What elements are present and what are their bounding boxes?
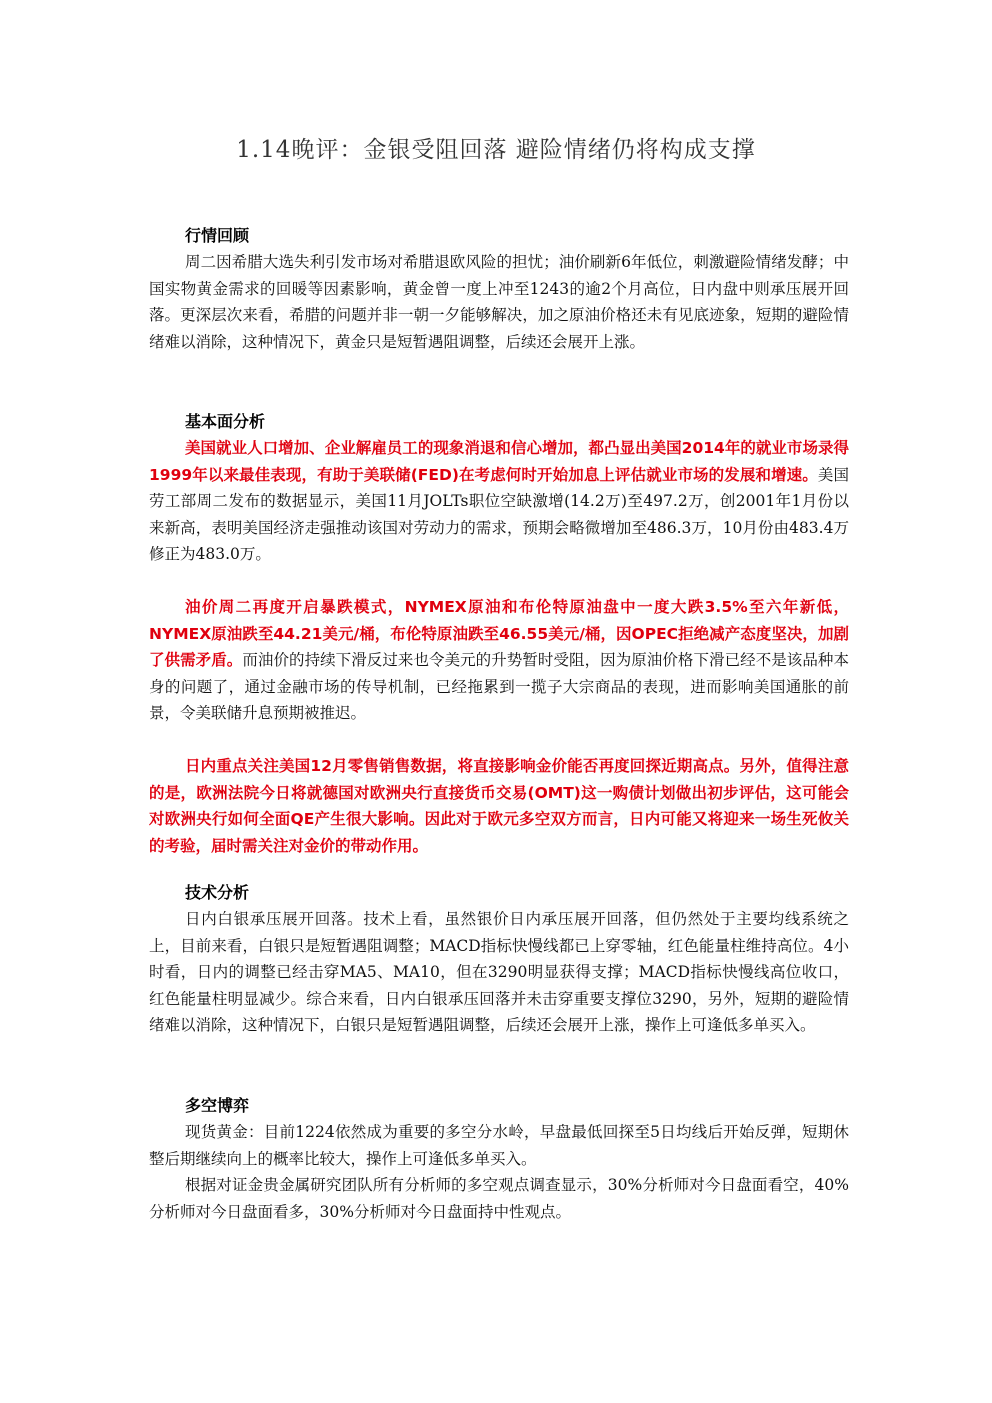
section-heading: 基本面分析 (185, 412, 266, 431)
section-technical (149, 879, 849, 1039)
section-review (149, 222, 849, 355)
section-paragraph: 周二因希腊大选失利引发市场对希腊退欧风险的担忧；油价刷新6年低位，刺激避险情绪发酵；中国实物黄金需求的回暖等因素影响，黄金曾一度上冲至1243的逾2个月高位，日内盘中则承压展开回落。更深层次来看，希腊的问题并非一朝一夕能够解决，加之原油价格还未有见底迹象，短期的避险情绪难以消除，这种情况下，黄金只是短暂遇阻调整，后续还会展开上涨。 (149, 253, 849, 351)
section-heading: 行情回顾 (185, 226, 250, 245)
section-paragraph: 现货黄金：目前1224依然成为重要的多空分水岭，早盘最低回探至5日均线后开始反弹，短期休整后期继续向上的概率比较大，操作上可逢低多单买入。 (149, 1123, 849, 1168)
highlight-text: 日内重点关注美国12月零售销售数据，将直接影响金价能否再度回探近期高点。另外，值得注意的是，欧洲法院今日将就德国对欧洲央行直接货币交易(OMT)这一购债计划做出初步评估，这可能会对欧洲央行如何全面QE产生很大影响。因此对于欧元多空双方而言，日内可能又将迎来一场生死攸关的考验，届时需关注对金价的带动作用。 (149, 756, 849, 855)
body-text: 美国劳工部周二发布的数据显示，美国11月JOLTs职位空缺激增(14.2万)至497.2万，创2001年1月份以来新高，表明美国经济走强推动该国对劳动力的需求，预期会略微增加至486.3万，10月份由483.4万修正为483.0万。 (149, 465, 849, 564)
page-title: 1.14晚评：金银受阻回落 避险情绪仍将构成支撑 (236, 137, 756, 163)
section-paragraph (149, 753, 849, 859)
section-paragraph (149, 435, 849, 568)
section-game (149, 1092, 849, 1225)
section-heading: 技术分析 (185, 883, 250, 902)
section-heading: 多空博弈 (185, 1096, 250, 1115)
section-paragraph (149, 594, 849, 727)
section-fundamental (149, 408, 849, 859)
highlight-text: 美国就业人口增加、企业解雇员工的现象消退和信心增加，都凸显出美国2014年的就业市场录得1999年以来最佳表现，有助于美联储(FED)在考虑何时开始加息上评估就业市场的发展和增速。 (149, 439, 849, 484)
highlight-text: 油价周二再度开启暴跌模式，NYMEX原油和布伦特原油盘中一度大跌3.5%至六年新低，NYMEX原油跌至44.21美元/桶，布伦特原油跌至46.55美元/桶，因OPEC拒绝减产态度坚决，加剧了供需矛盾。 (149, 597, 849, 670)
body-text: 而油价的持续下滑反过来也令美元的升势暂时受阻，因为原油价格下滑已经不是该品种本身的问题了，通过金融市场的传导机制，已经拖累到一揽子大宗商品的表现，进而影响美国通胀的前景，令美联储升息预期被推迟。 (149, 651, 849, 723)
section-paragraph: 日内白银承压展开回落。技术上看，虽然银价日内承压展开回落，但仍然处于主要均线系统之上，目前来看，白银只是短暂遇阻调整；MACD指标快慢线都已上穿零轴，红色能量柱维持高位。4小时看，日内的调整已经击穿MA5、MA10，但在3290明显获得支撑；MACD指标快慢线高位收口，红色能量柱明显减少。综合来看，日内白银承压回落并未击穿重要支撑位3290，另外，短期的避险情绪难以消除，这种情况下，白银只是短暂遇阻调整，后续还会展开上涨，操作上可逢低多单买入。 (149, 910, 849, 1035)
section-paragraph: 根据对证金贵金属研究团队所有分析师的多空观点调查显示，30%分析师对今日盘面看空，40%分析师对今日盘面看多，30%分析师对今日盘面持中性观点。 (149, 1176, 849, 1221)
